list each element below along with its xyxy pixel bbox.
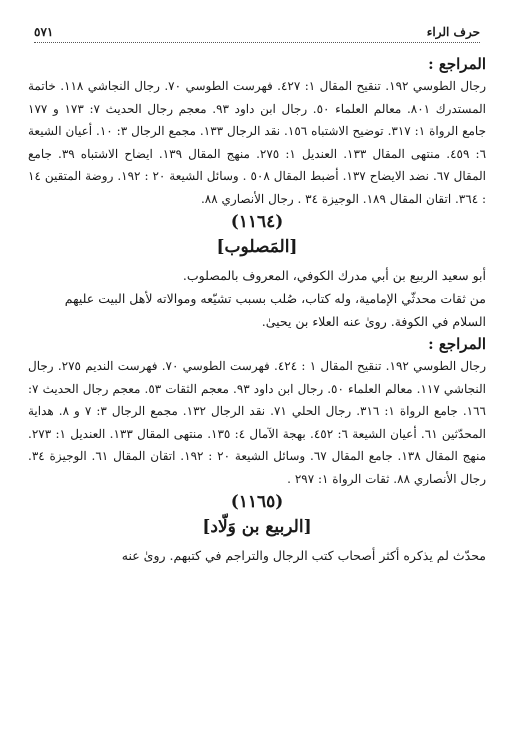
references-heading: المراجع : <box>428 335 486 353</box>
entry-number: (١١٦٤) <box>230 212 284 232</box>
entry-name: [الربيع بن وَلّاد] <box>202 517 312 537</box>
references-paragraph: رجال الطوسي ١٩٢. تنقيح المقال ١: ٤٢٧. فهرست الطوسي ٧٠. رجال النجاشي ١١٨. خاتمة المستدرك ٨٠١. معالم العلماء ٥٠. رجال ابن داود ٩٣. معجم رجال الحديث ٧: ١٧٣ و ١٧٧ جامع الرواة ١: ٣١٧. توضيح الاشتباه ١٥٦. نقد الرجال ١٣٣. مجمع الرجال ٣: ١٠. أعيان الشيعة ٦: ٤٥٩. منتهى المقال ١٣٣. العنديل ١: ٢٧٥. منهج المقال ١٣٩. ايضاح الاشتباه ٣٩. جامع المقال ٦٧. نضد الايضاح ١٣٧. أضبط المقال ٥٠٨ . وسائل الشيعة ٢٠ : ١٩٢. روضة المتقين ١٤ : ٣٦٤. اتقان المقال ١٨٩. الوجيزة ٣٤ . رجال الأنصاري ٨٨. <box>28 79 487 206</box>
bio-paragraph: من ثقات محدثّي الإمامية، وله كتاب، صُلب بسبب تشيّعه وموالاته لأهل البيت عليهم السلام في الكوفة. روىٰ عنه العلاء بن يحيىٰ. <box>64 291 486 329</box>
entry-name: [المَصلوب] <box>216 237 298 257</box>
references-heading: المراجع : <box>428 55 486 73</box>
page-number: ٥٧١ <box>34 25 54 39</box>
bio-paragraph: محدّث لم يذكره أكثر أصحاب كتب الرجال والتراجم في كتبهم. روىٰ عنه <box>121 548 486 563</box>
references-paragraph: رجال الطوسي ١٩٢. تنقيح المقال ١ : ٤٢٤. فهرست الطوسي ٧٠. فهرست النديم ٢٧٥. رجال النجاشي ١١٧. معالم العلماء ٥٠. رجال ابن داود ٩٣. معجم الثقات ٥٣. معجم رجال الحديث ٧: ١٦٦. جامع الرواة ١: ٣١٦. رجال الحلي ٧١. نقد الرجال ١٣٢. مجمع الرجال ٣: ٧ و ٨. هداية المحدّثين ٦١. أعيان الشيعة ٦: ٤٥٢. بهجة الآمال ٤: ١٣٥. منتهى المقال ١٣٣. العنديل ١: ٢٧٣. منهج المقال ١٣٨. جامع المقال ٦٧. وسائل الشيعة ٢٠ : ١٩٢. اتقان المقال ٦١. الوجيزة ٣٤. رجال الأنصاري ٨٨. ثقات الرواة ١: ٢٩٧ . <box>28 359 487 486</box>
section-title: حرف الراء <box>426 25 480 39</box>
bio-paragraph: أبو سعيد الربيع بن أبي مدرك الكوفي، المعروف بالمصلوب. <box>182 268 486 283</box>
running-header <box>34 22 480 43</box>
entry-number: (١١٦٥) <box>230 492 284 512</box>
